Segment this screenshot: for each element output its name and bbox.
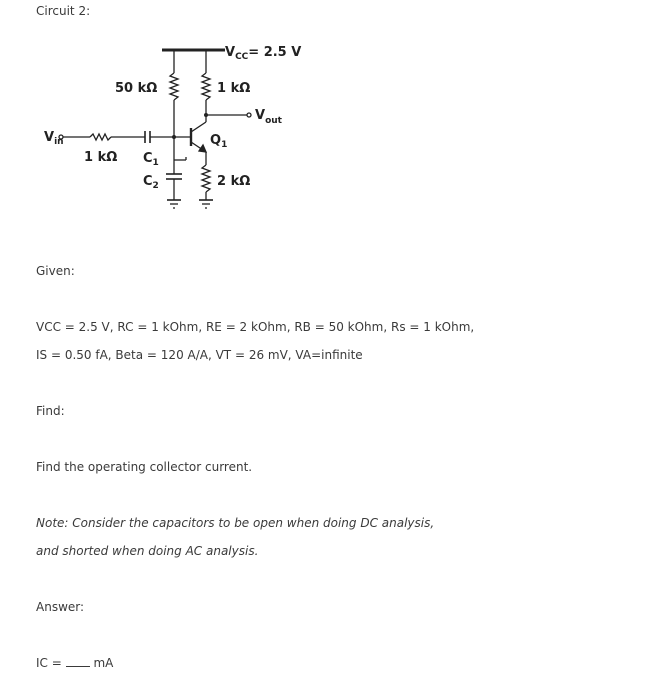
answer-prefix: IC = [36, 656, 62, 670]
vin-label: $V_{in}$ [44, 130, 64, 147]
c1-label: $C_1$ [143, 151, 159, 168]
given-label: Given: [36, 264, 75, 278]
rb-resistor [170, 73, 178, 100]
answer-unit: mA [93, 656, 114, 670]
rc-resistor [202, 73, 210, 100]
q1-label: $Q_1$ [210, 133, 228, 150]
given-line-1: VCC = 2.5 V, RC = 1 kOhm, RE = 2 kOhm, RB = 50 kOhm, Rs = 1 kOhm, [36, 320, 475, 334]
vout-terminal [247, 113, 251, 117]
re-label: 2 kΩ [217, 174, 251, 189]
given-line-2: IS = 0.50 fA, Beta = 120 A/A, VT = 26 mV, VA=infinite [36, 348, 363, 362]
rs-resistor [90, 134, 111, 140]
re-resistor [202, 165, 210, 192]
note-line-1: Note: Consider the capacitors to be open when doing DC analysis, [36, 516, 435, 530]
circuit-diagram [0, 0, 650, 240]
note-line-2: and shorted when doing AC analysis. [36, 544, 259, 558]
answer-line [36, 656, 113, 670]
vout-label: $V_{out}$ [255, 108, 282, 126]
c2-label: $C_2$ [143, 174, 159, 191]
answer-label: Answer: [36, 600, 85, 614]
rb-label: 50 kΩ [115, 81, 158, 96]
circuit-heading: Circuit 2: [36, 4, 91, 18]
rc-label: 1 kΩ [217, 81, 251, 96]
find-text: Find the operating collector current. [36, 460, 253, 474]
rs-label: 1 kΩ [84, 150, 118, 165]
answer-blank[interactable] [66, 656, 90, 667]
vcc-label: $V_{CC}= 2.5$ V [225, 45, 302, 62]
find-label: Find: [36, 404, 65, 418]
